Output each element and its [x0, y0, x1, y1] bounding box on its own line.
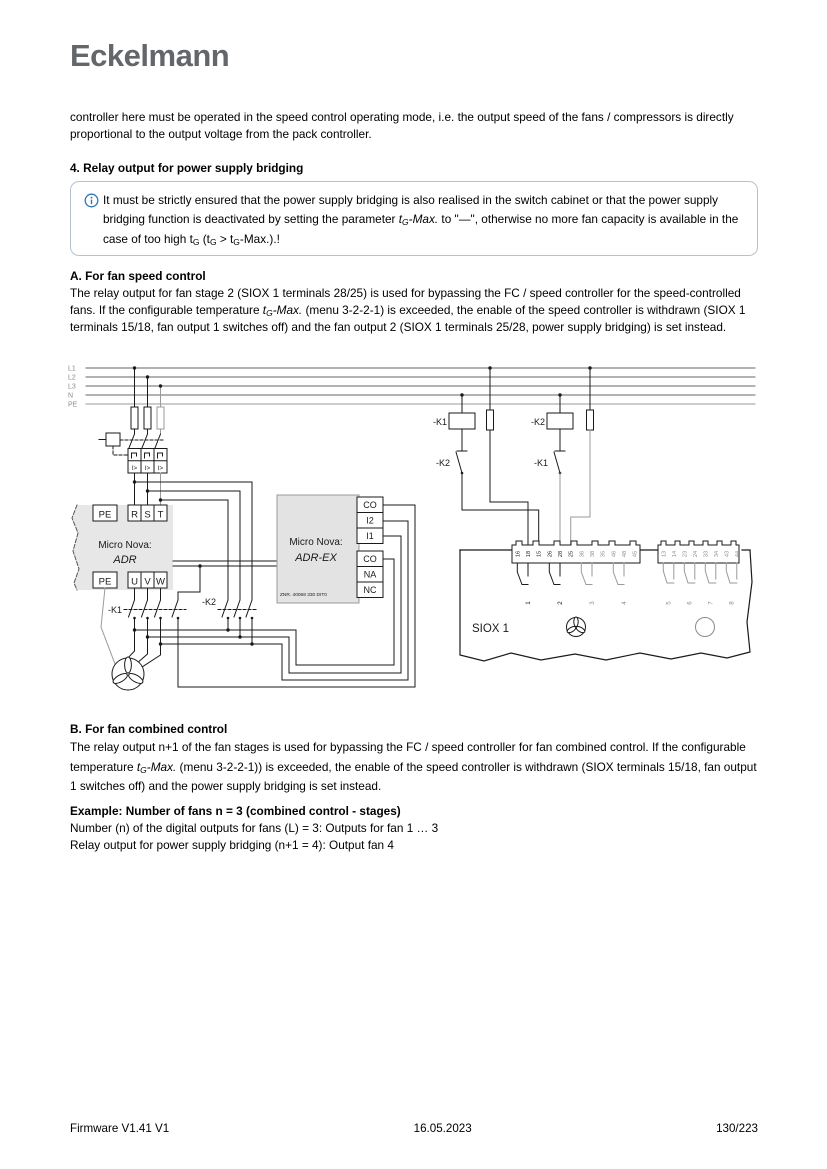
wiring-diagram — [60, 355, 760, 703]
adrex-model: ADR-EX — [295, 552, 337, 564]
siox-terminal: 48 — [622, 550, 628, 558]
info-note-box — [70, 181, 758, 256]
adr-terminal-t: T — [157, 509, 164, 521]
breaker-trip-label: I> — [131, 465, 138, 472]
intro-paragraph: controller here must be operated in the speed control operating mode, i.e. the output speed of the fans / compressors is directly proportional to the output voltage from the pack controller. — [70, 110, 734, 141]
adr-model: ADR — [113, 554, 137, 566]
fan-motor — [112, 657, 145, 690]
k1-contactor-label: -K1 — [107, 605, 122, 615]
breaker-actuator — [106, 433, 120, 446]
siox-terminal: 35 — [600, 550, 607, 558]
adr-terminal-r: R — [131, 509, 138, 521]
bus-label-pe: PE — [68, 401, 78, 409]
mains-bus-lines — [86, 368, 755, 404]
siox-terminal: 33 — [703, 550, 710, 558]
siox-terminal: 13 — [661, 550, 668, 558]
siox-contact-number: 6 — [686, 601, 694, 605]
footer-firmware-version: Firmware V1.41 V1 — [70, 1122, 170, 1135]
fan-icon — [566, 617, 586, 637]
siox-terminal: 23 — [682, 550, 689, 558]
company-logo: Eckelmann — [70, 38, 230, 73]
fuse-l2 — [144, 407, 151, 429]
fuse-l3 — [157, 407, 164, 429]
k1-interlock-label: -K1 — [533, 458, 548, 468]
adrex-unit — [277, 495, 383, 603]
adr-adrex-link — [173, 561, 277, 568]
adrex-part-number: ZNR. 40068 330 DIT0 — [280, 593, 327, 598]
siox-contact-number: 1 — [525, 601, 532, 605]
siox-terminal: 46 — [611, 550, 618, 558]
page-footer — [70, 1122, 758, 1135]
feeder-lines — [131, 366, 164, 434]
adr-unit — [72, 505, 173, 590]
adrex-terminal-co-lower: CO — [363, 554, 377, 564]
siox-module — [460, 541, 752, 661]
example-heading: Example: Number of fans n = 3 (combined control - stages) — [70, 804, 401, 818]
siox-terminal: 34 — [713, 550, 720, 558]
siox-terminal: 45 — [632, 550, 639, 558]
siox-terminal: 43 — [724, 550, 731, 558]
footer-date: 16.05.2023 — [413, 1122, 472, 1135]
siox-contact-number: 2 — [557, 601, 564, 605]
siox-relay-contacts — [517, 563, 737, 585]
info-icon — [84, 193, 99, 213]
k2-coil-circuit — [531, 366, 594, 545]
bus-label-n: N — [68, 392, 74, 400]
k1-coil-label: -K1 — [432, 417, 447, 427]
breaker-trip-label: I> — [144, 465, 151, 472]
adrex-title: Micro Nova: — [289, 537, 343, 548]
k1-coil-circuit — [433, 366, 539, 545]
breaker-trip-label: I> — [157, 465, 164, 472]
sectionA-body: The relay output for fan stage 2 (SIOX 1 terminals 28/25) is used for bypassing the FC / speed controller for the speed-controlled fans. If the configurable temperature $t_G$-Max. (menu 3-2-2-1) is exceeded, the enable of the speed controller is withdrawn (SIOX 1 terminals 15/18, fan output 1 switches off) and the fan output 2 (SIOX 1 terminals 25/28, power supply bridging) is set instead. — [70, 286, 746, 334]
siox-terminal: 44 — [734, 550, 741, 558]
k2-coil-label: -K2 — [530, 417, 545, 427]
siox-terminal: 26 — [547, 550, 554, 558]
section4-heading: 4. Relay output for power supply bridging — [70, 161, 304, 175]
sectionB-heading: B. For fan combined control — [70, 722, 228, 736]
adr-terminal-w: W — [156, 576, 165, 588]
siox-terminal: 25 — [568, 550, 575, 558]
adr-terminal-pe-top: PE — [98, 509, 112, 521]
adrex-terminal-i2: I2 — [366, 515, 374, 526]
siox-contact-number: 3 — [589, 601, 596, 605]
siox-contact-number: 5 — [665, 601, 673, 605]
adr-terminal-v: V — [144, 576, 151, 588]
motor-protection-breaker — [99, 433, 167, 473]
adrex-terminal-na: NA — [363, 569, 377, 580]
siox-label: SIOX 1 — [472, 623, 510, 635]
siox-terminal: 38 — [590, 550, 596, 558]
compressor-icon — [696, 618, 715, 637]
mains-bus-labels — [68, 366, 78, 409]
siox-terminal: 15 — [536, 550, 543, 558]
adr-terminal-u: U — [131, 576, 138, 588]
siox-contact-number: 4 — [621, 601, 628, 605]
adrex-terminal-nc: NC — [363, 585, 377, 595]
footer-page-number: 130/223 — [716, 1122, 758, 1135]
k2-interlock-label: -K2 — [435, 458, 450, 468]
example-line-2: Relay output for power supply bridging (n+1 = 4): Output fan 4 — [70, 838, 394, 852]
motor-feed-wires — [101, 588, 296, 667]
siox-terminal: 14 — [671, 550, 678, 558]
siox-terminal: 36 — [579, 550, 586, 558]
adr-terminal-s: S — [144, 509, 151, 521]
fuse-l1 — [131, 407, 138, 429]
adrex-terminal-i1: I1 — [366, 531, 374, 541]
example-line-1: Number (n) of the digital outputs for fans (L) = 3: Outputs for fan 1 … 3 — [70, 821, 439, 835]
siox-contact-number: 8 — [728, 601, 736, 605]
bus-label-l3: L3 — [68, 383, 76, 391]
info-note-text: It must be strictly ensured that the power supply bridging is also realised in the switch cabinet or that the power supply bridging function is deactivated by setting the parameter $t_G$-Max. to "—", otherwise no more fan capacity is available in the case of too high $t_G$ $(t_G > t_G-Max.)$.! — [103, 193, 739, 247]
sectionA-heading: A. For fan speed control — [70, 269, 206, 283]
sectionB-body: The relay output n+1 of the fan stages is used for bypassing the FC / speed controller for fan combined control. If the configurable temperature $t_G$-Max. (menu 3-2-2-1)) is exceeded, the enable of the speed controller is withdrawn (SIOX terminals 15/18, fan output 1 switches off) and the power supply bridging is set instead. — [70, 740, 757, 794]
adrex-terminal-co-upper: CO — [363, 500, 377, 510]
siox-terminal: 18 — [526, 550, 532, 558]
siox-terminal: 24 — [692, 550, 699, 558]
adr-title: Micro Nova: — [98, 540, 152, 551]
bus-label-l2: L2 — [68, 374, 76, 382]
k2-contactor-label: -K2 — [201, 597, 216, 607]
adr-terminal-pe-bottom: PE — [98, 576, 112, 588]
siox-contact-number: 7 — [707, 601, 715, 605]
siox-terminal: 28 — [558, 550, 564, 558]
siox-terminal: 16 — [515, 550, 522, 558]
bus-label-l1: L1 — [68, 365, 76, 373]
